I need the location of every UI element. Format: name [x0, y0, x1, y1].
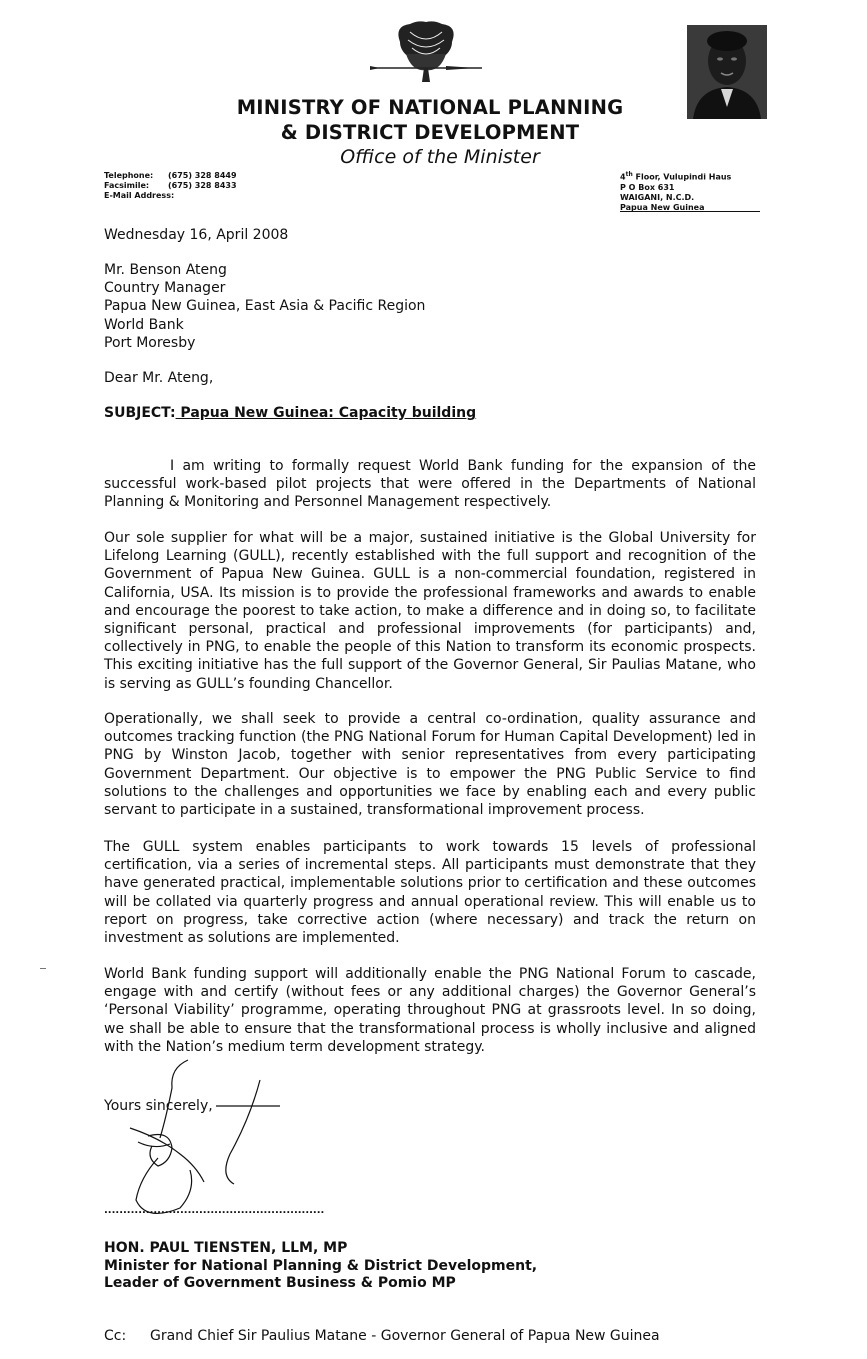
signature-line: .......................................................... [104, 1205, 325, 1216]
office-address [620, 170, 731, 213]
body-paragraph-3: Operationally, we shall seek to provide a central co-ordination, quality assurance and outcomes tracking function (the PNG National Forum for Human Capital Development) led in PNG by Winston Jacob, together with senior representatives from every participating Government Department. Our objective is to empower the PNG Public Service to find solutions to the challenges and opportunities we face by enabling each and every public servant to participate in a sustained, transformational improvement process. [104, 711, 756, 819]
recipient-region: Papua New Guinea, East Asia & Pacific Region [104, 298, 426, 315]
recipient-name: Mr. Benson Ateng [104, 262, 227, 278]
telephone-number: (675) 328 8449 [168, 171, 237, 180]
closing: Yours sincerely, [104, 1098, 213, 1114]
body-paragraph-1: I am writing to formally request World Bank funding for the expansion of the successful work-based pilot projects that were offered in the Departments of National Planning & Monitoring and Personnel Management respectively. [104, 458, 756, 511]
telephone-label: Telephone: [104, 171, 154, 180]
header-divider [620, 211, 760, 212]
po-box: P O Box 631 [620, 182, 675, 192]
cc-recipient: Grand Chief Sir Paulius Matane - Governor General of Papua New Guinea [150, 1328, 660, 1344]
floor-number: 4 [620, 172, 626, 182]
bird-of-paradise-emblem [366, 18, 486, 98]
margin-mark [40, 968, 46, 969]
recipient-address [104, 261, 425, 352]
salutation: Dear Mr. Ateng, [104, 370, 214, 386]
recipient-title: Country Manager [104, 280, 226, 297]
handwritten-signature [100, 1058, 310, 1218]
signatory-role: Leader of Government Business & Pomio MP [104, 1275, 456, 1291]
signatory-name: HON. PAUL TIENSTEN, LLM, MP [104, 1240, 348, 1256]
floor-building: Floor, Vulupindi Haus [632, 172, 732, 182]
ministry-title-line2: & DISTRICT DEVELOPMENT [280, 121, 580, 144]
body-paragraph-5: World Bank funding support will additionally enable the PNG National Forum to cascade, engage with and certify (without fees or any additional charges) the Governor General’s ‘Personal Viability’ programme, operating throughout PNG at grassroots level. In so doing, we shall be able to ensure that the transformational process is wholly inclusive and aligned with the Nation’s medium term development strategy. [104, 966, 756, 1055]
facsimile-label: Facsimile: [104, 181, 150, 190]
subject-line [104, 404, 476, 422]
country: Papua New Guinea [620, 202, 705, 212]
body-paragraph-4: The GULL system enables participants to work towards 15 levels of professional certification, via a series of incremental steps. All participants must demonstrate that they have generated practical, implementable solutions prior to certification and these outcomes will be collated via quarterly progress and annual operational review. This will enable us to report on progress, take corrective action (where necessary) and track the return on investment as solutions are implemented. [104, 839, 756, 947]
recipient-organization: World Bank [104, 316, 184, 333]
body-paragraph-2: Our sole supplier for what will be a major, sustained initiative is the Global University for Lifelong Learning (GULL), recently established with the full support and recognition of the Government of Papua New Guinea. GULL is a non-commercial foundation, registered in California, USA. Its mission is to provide the professional frameworks and awards to enable and encourage the poorest to take action, to make a difference and in doing so, to facilitate significant personal, practical and professional improvements (for participants) and, collectively in PNG, to enable the people of this Nation to transform its economic prospects. This exciting initiative has the full support of the Governor General, Sir Paulias Matane, who is serving as GULL’s founding Chancellor. [104, 530, 756, 692]
carbon-copy [104, 1328, 660, 1344]
city: WAIGANI, N.C.D. [620, 192, 695, 202]
floor-suffix: th [625, 171, 633, 178]
subject-label: SUBJECT: [104, 405, 176, 421]
ministry-title-line1: MINISTRY OF NATIONAL PLANNING [236, 96, 624, 119]
letter-date: Wednesday 16, April 2008 [104, 227, 289, 243]
signatory-title: Minister for National Planning & District Development, [104, 1257, 538, 1274]
signatory-block [104, 1240, 537, 1293]
contact-details [104, 171, 237, 201]
subject-text: Papua New Guinea: Capacity building [175, 405, 477, 421]
cc-label: Cc: [104, 1328, 127, 1344]
office-subtitle: Office of the Minister [340, 146, 540, 168]
email-label: E-Mail Address: [104, 191, 175, 200]
recipient-city: Port Moresby [104, 334, 196, 351]
facsimile-number: (675) 328 8433 [168, 181, 237, 190]
